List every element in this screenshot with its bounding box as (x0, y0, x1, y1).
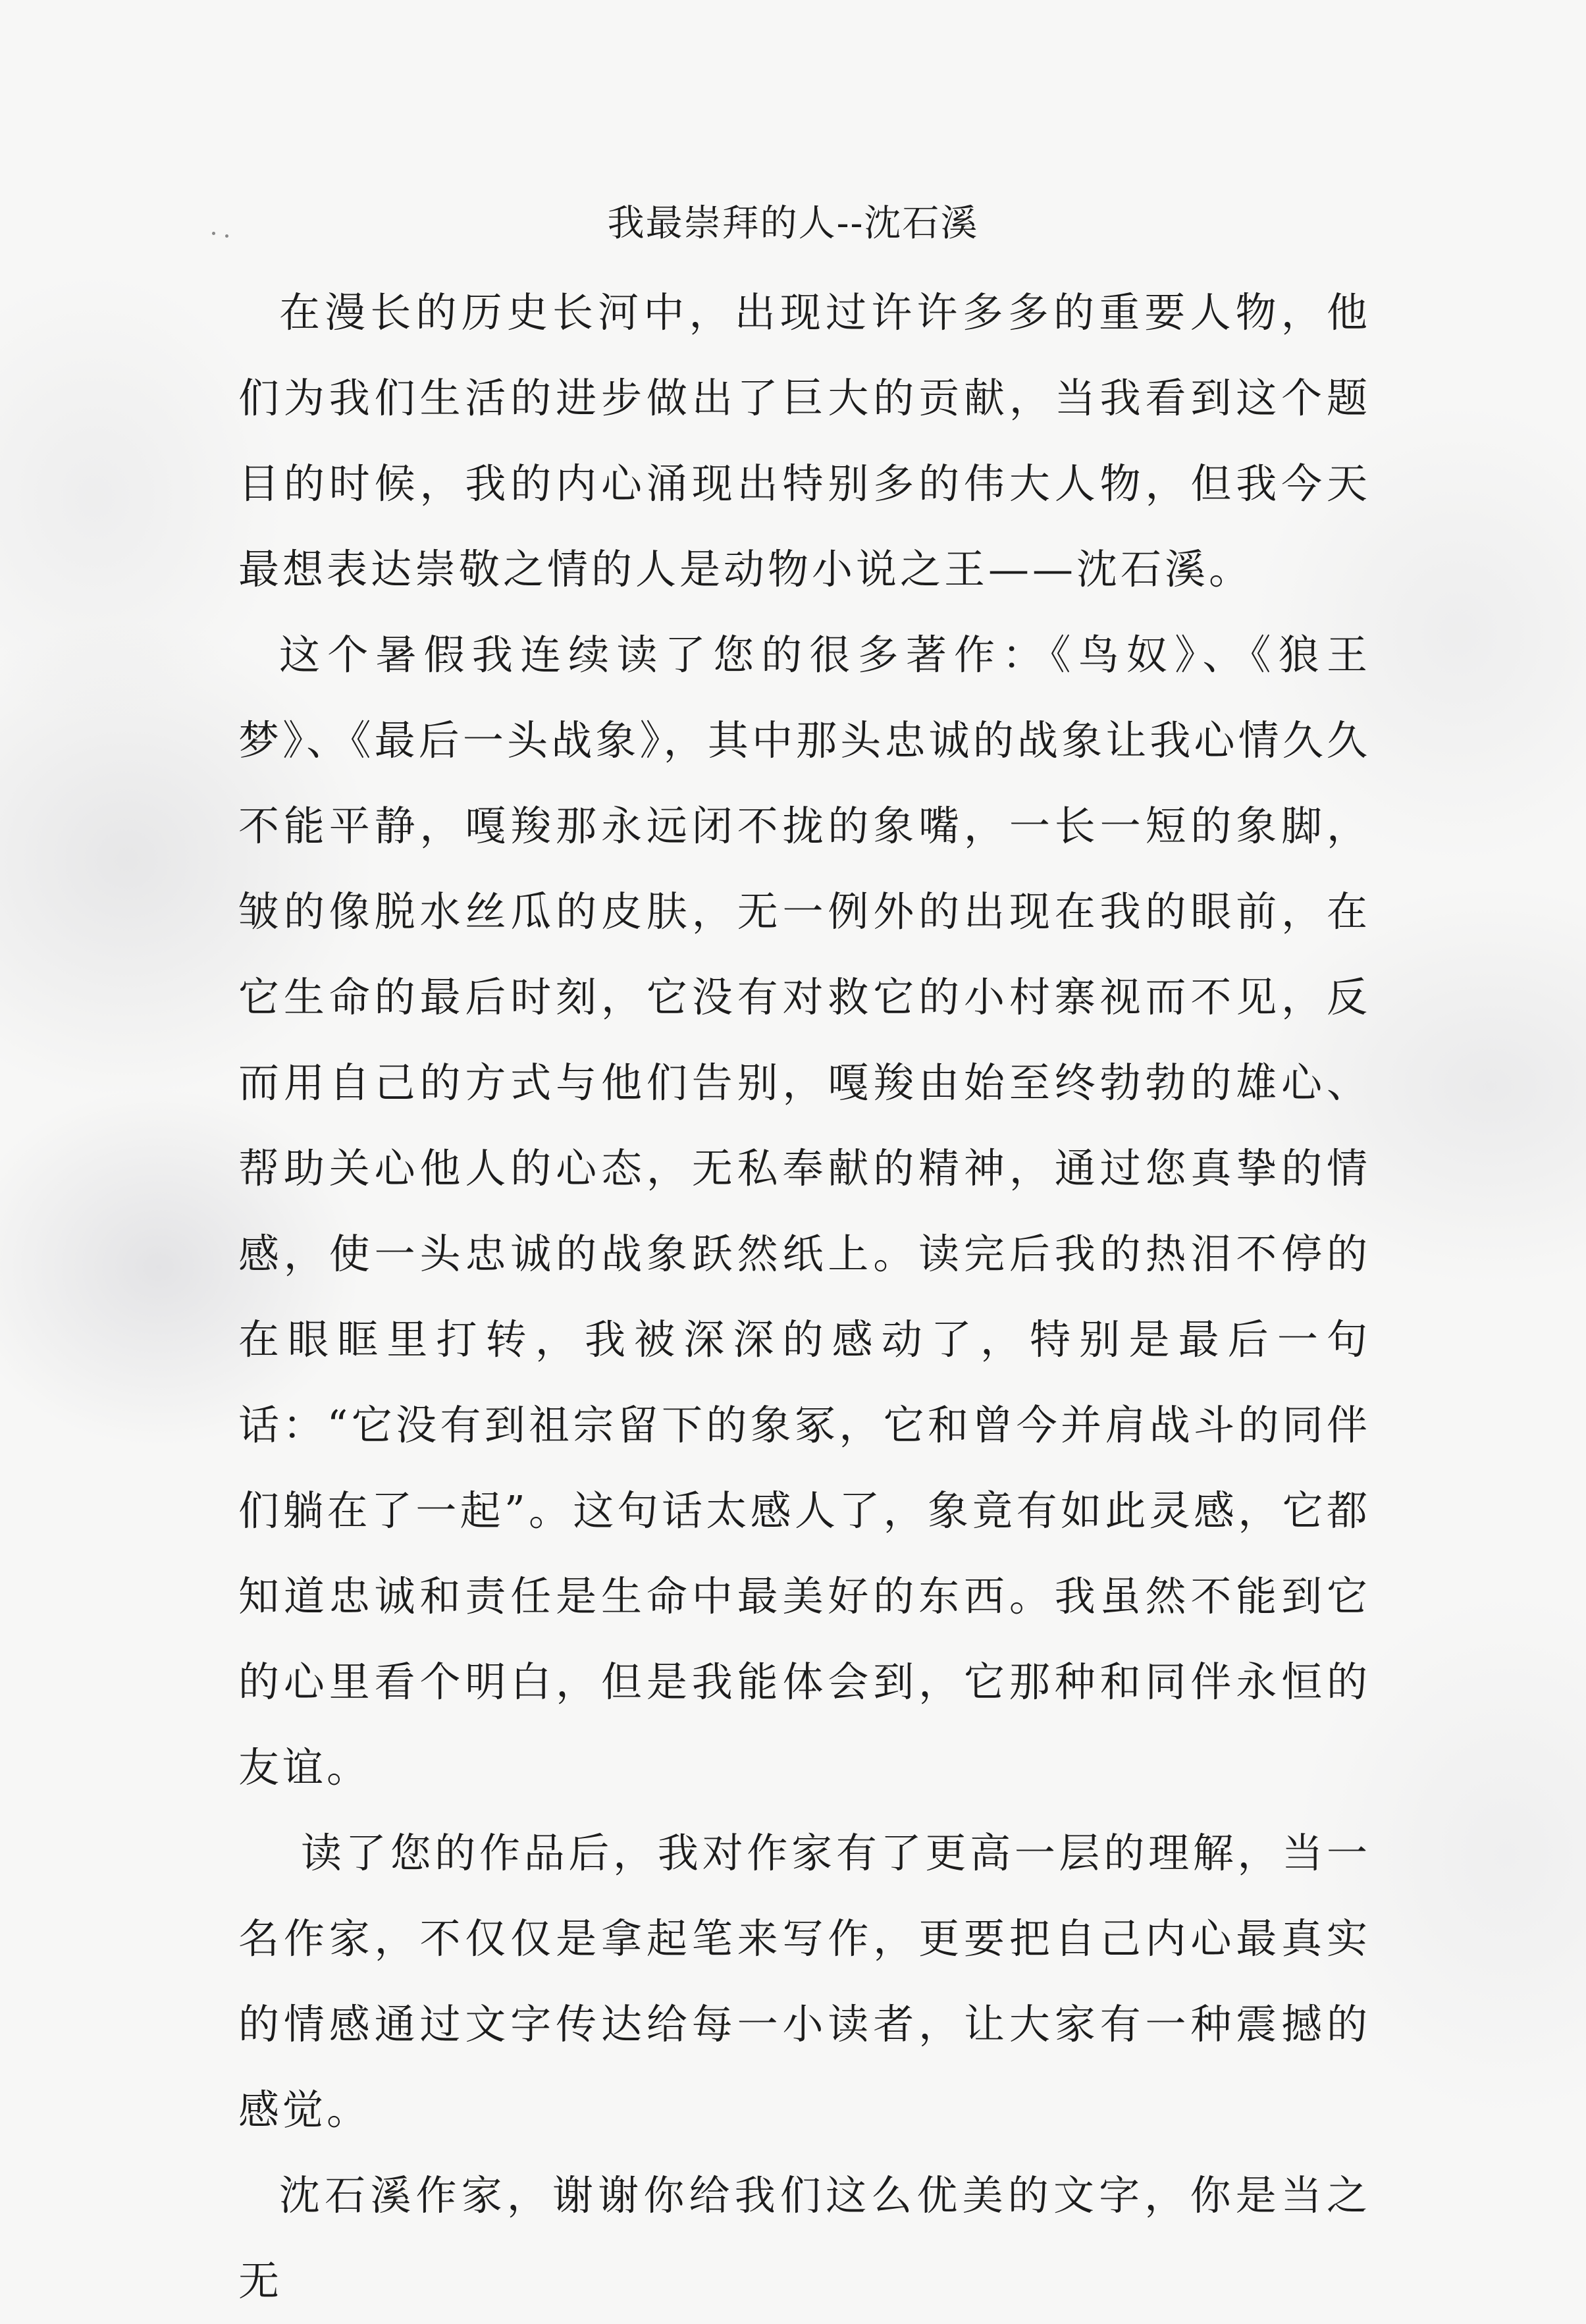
essay-body (238, 270, 1371, 2324)
paragraph-1: 在漫长的历史长河中，出现过许许多多的重要人物，他们为我们生活的进步做出了巨大的贡献，当我看到这个题目的时候，我的内心涌现出特别多的伟大人物，但我今天最想表达崇敬之情的人是动物小说之王——沈石溪。 (238, 288, 1371, 593)
paragraph-4: 沈石溪作家，谢谢你给我们这么优美的文字，你是当之无 (238, 2171, 1371, 2305)
paragraph-3: 读了您的作品后，我对作家有了更高一层的理解，当一名作家，不仅仅是拿起笔来写作，更要把自己内心最真实的情感通过文字传达给每一小读者，让大家有一种震撼的感觉。 (238, 1829, 1371, 2134)
paragraph-2: 这个暑假我连续读了您的很多著作：《鸟奴》、《狼王梦》、《最后一头战象》，其中那头忠诚的战象让我心情久久不能平静，嘎羧那永远闭不拢的象嘴，一长一短的象脚，皱的像脱水丝瓜的皮肤，无一例外的出现在我的眼前，在它生命的最后时刻，它没有对救它的小村寨视而不见，反而用自己的方式与他们告别，嘎羧由始至终勃勃的雄心、帮助关心他人的心态，无私奉献的精神，通过您真挚的情感，使一头忠诚的战象跃然纸上。读完后我的热泪不停的在眼眶里打转，我被深深的感动了，特别是最后一句话：“它没有到祖宗留下的象冢，它和曾今并肩战斗的同伴们躺在了一起”。这句话太感人了，象竟有如此灵感，它都知道忠诚和责任是生命中最美好的东西。我虽然不能到它的心里看个明白，但是我能体会到，它那种和同伴永恒的友谊。 (238, 631, 1371, 1791)
essay-title: 我最崇拜的人--沈石溪 (607, 202, 979, 245)
